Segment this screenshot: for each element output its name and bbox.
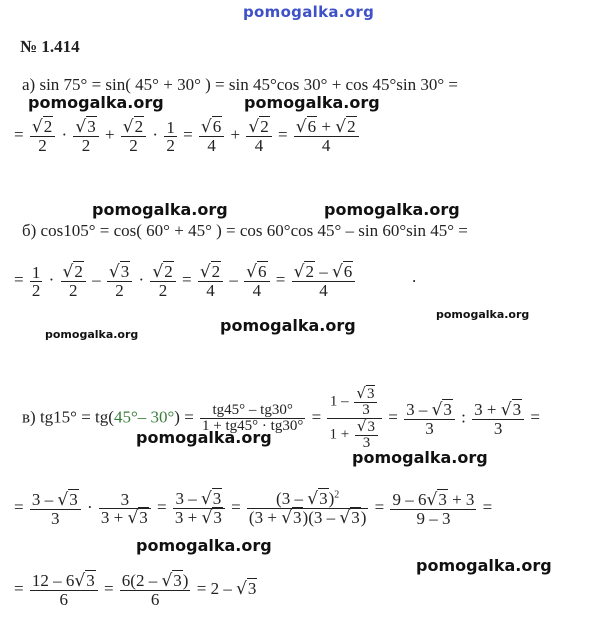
period: .: [412, 267, 417, 286]
part-b-line2: = $\frac{1}{2}$ · $\frac{√2}{2}$ – $\frac{√3}{2}$ · $\frac{√2}{2}$ = $\frac{√2}{4}$ – $\frac{√6}{4}$ = $\frac{√2 - √6}{4}$: [14, 263, 357, 299]
part-b-line1: б) cos105° = cos( 60° + 45° ) = cos 60°cos 45° – sin 60°sin 45° =: [22, 221, 468, 240]
fraction: $\frac{3}{3 + √3}$: [99, 491, 151, 527]
watermark: pomogalka.org: [244, 93, 380, 112]
watermark: pomogalka.org: [352, 448, 488, 467]
watermark: pomogalka.org: [136, 428, 272, 447]
fraction: $\frac{√2 - √6}{4}$: [292, 263, 356, 299]
watermark: pomogalka.org: [416, 556, 552, 575]
fraction: $\frac{√6 + √2}{4}$: [294, 118, 359, 154]
fraction: $\frac{√6}{4}$: [244, 263, 269, 299]
fraction: $\frac{√2}{2}$: [121, 118, 146, 154]
fraction: $\frac{tg45^\circ - tg30^\circ}{1 + tg45^\circ \cdot tg30^\circ}$: [202, 402, 304, 434]
watermark: pomogalka.org: [324, 200, 460, 219]
problem-number: № 1.414: [20, 37, 80, 56]
fraction: $\frac{√2}{2}$: [61, 263, 86, 299]
fraction: $\frac{√2}{2}$: [150, 263, 175, 299]
fraction: $\frac{√6}{4}$: [199, 118, 224, 154]
fraction: $\frac{6(2 - √3)}{6}$: [121, 571, 189, 609]
fraction: $\frac{3 - √3}{3}$: [404, 401, 455, 437]
fraction: $\frac{9 - 6√3 + 3}{9 - 3}$: [392, 489, 475, 528]
watermark: pomogalka.org: [436, 308, 530, 321]
fraction: $\frac{√3}{2}$: [73, 118, 98, 154]
fraction: $\frac{√3}{2}$: [107, 263, 132, 299]
site-header[interactable]: pomogalka.org: [243, 3, 375, 21]
fraction: $\frac{3 - √3}{3}$: [30, 491, 81, 527]
fraction: $\frac{3 - √3}{3 + √3}$: [173, 490, 225, 527]
fraction: $\frac{√2}{4}$: [246, 118, 271, 154]
watermark: pomogalka.org: [28, 93, 164, 112]
equals-sign: =: [14, 124, 24, 144]
part-c-line1: в) tg15° = tg(45°– 30°) = $\frac{tg45^\circ - tg30^\circ}{1 + tg45^\circ \cdot tg30^\circ}$ = 1 – $\frac{√3}{3}$ 1 + $\frac{√3}{3}$ = $\frac{3 - √3}{3}$ : $\frac{3 + √3}{3}$ =: [22, 384, 540, 451]
fraction: $\frac{√2}{4}$: [198, 263, 223, 299]
part-c-line2: = $\frac{3 - √3}{3}$ · $\frac{3}{3 + √3}$ = $\frac{3 - √3}{3 + √3}$ = $\frac{(3 - √3)^2}{(3 + √3)(3 - √3)}$ = $\frac{9 - 6√3 + 3}{9 - 3}$ =: [14, 489, 493, 528]
watermark: pomogalka.org: [220, 316, 356, 335]
fraction: $\frac{3 + √3}{3}$: [472, 401, 524, 437]
part-a-line1: а) sin 75° = sin( 45° + 30° ) = sin 45°cos 30° + cos 45°sin 30° =: [22, 75, 458, 94]
fraction: $\frac{1}{2}$: [31, 262, 41, 300]
watermark: pomogalka.org: [136, 536, 272, 555]
watermark: pomogalka.org: [45, 328, 139, 341]
part-c-line3: = $\frac{12 - 6√3}{6}$ = $\frac{6(2 - √3)}{6}$ = 2 – √3: [14, 571, 257, 609]
fraction: $\frac{1}{2}$: [166, 117, 175, 155]
fraction: $\frac{(3 - √3)^2}{(3 + √3)(3 - √3)}$: [248, 489, 367, 528]
fraction: $\frac{√2}{2}$: [30, 118, 55, 154]
fraction: $\frac{12 - 6√3}{6}$: [30, 572, 98, 608]
part-a-line2: = $\frac{√2}{2}$ · $\frac{√3}{2}$ + $\frac{√2}{2}$ · $\frac{1}{2}$ = $\frac{√6}{4}$ + $\frac{√2}{4}$ = $\frac{√6 + √2}{4}$: [14, 118, 361, 154]
watermark: pomogalka.org: [92, 200, 228, 219]
fraction: 1 – $\frac{√3}{3}$ 1 + $\frac{√3}{3}$: [327, 386, 382, 451]
